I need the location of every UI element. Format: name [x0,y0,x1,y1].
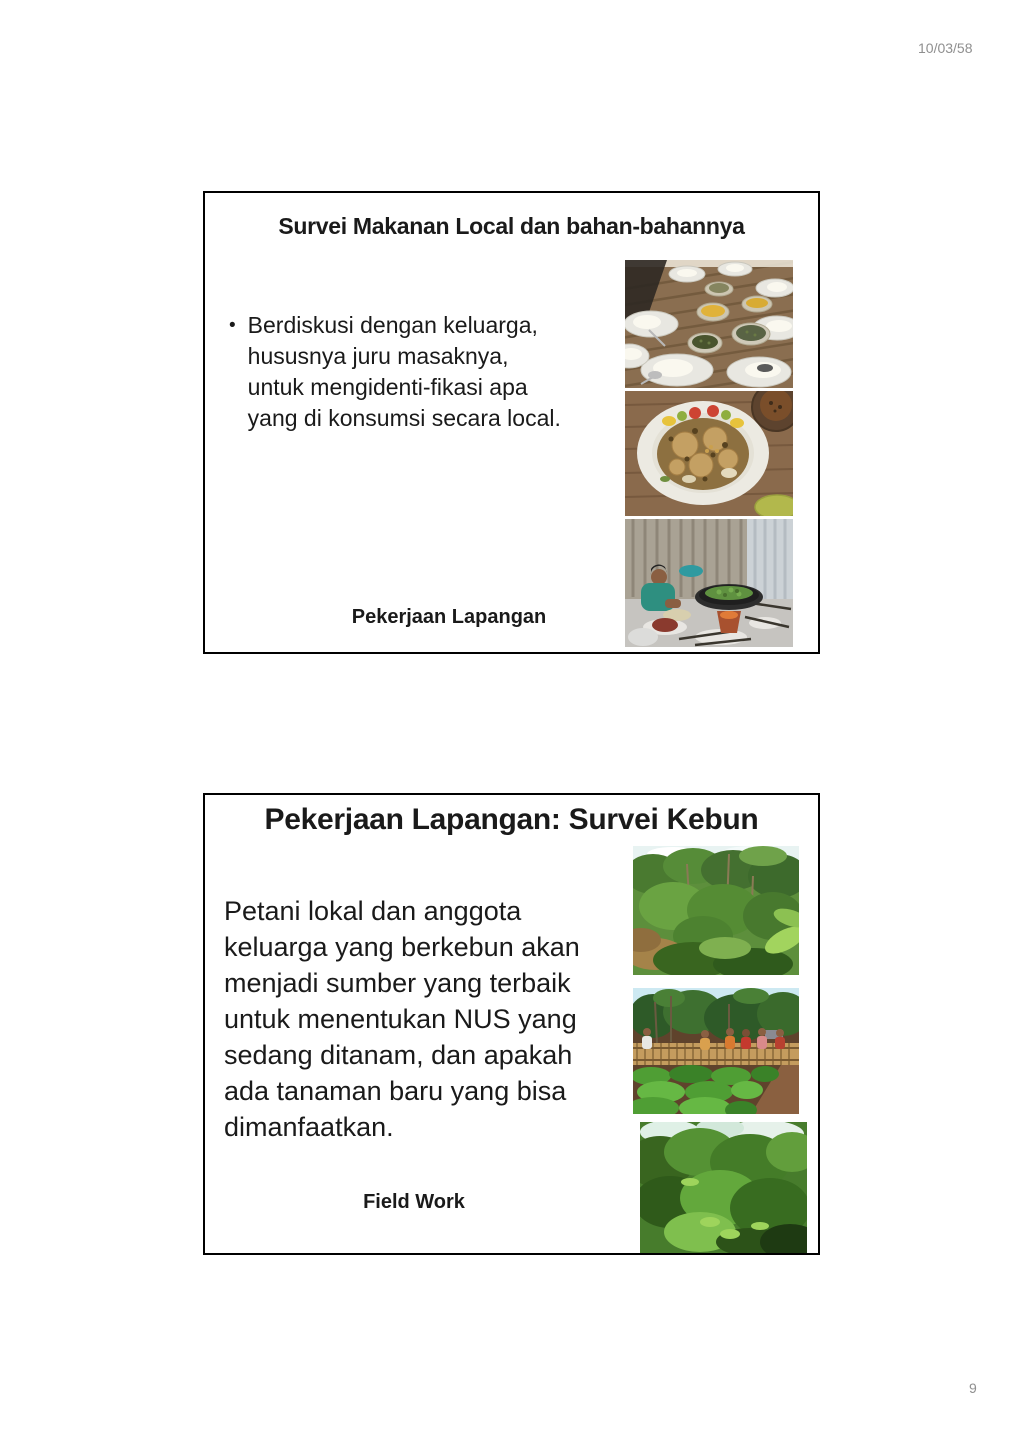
slide1-caption: Pekerjaan Lapangan [351,606,547,628]
slide-survei-kebun [203,793,820,1255]
slide1-title: Survei Makanan Local dan bahan-bahannya [278,213,745,239]
food-table-photo [625,260,793,388]
date-stamp: 10/03/58 [918,40,973,56]
slide1-photo-stack [625,260,793,650]
slide2-caption: Field Work [363,1191,465,1213]
bullet-line: Berdiskusi dengan keluarga, [247,312,538,338]
body-line: keluarga yang berkebun akan [224,932,580,962]
bullet-line: hususnya juru masaknya, [247,343,509,369]
body-line: ada tanaman baru yang bisa [224,1076,567,1106]
slide1-bullet-text [248,310,561,434]
slide2-photo-stack [633,846,801,1253]
bullet-glyph: • [229,315,236,336]
wok-cooking-photo [625,519,793,647]
forest-garden-photo [633,846,801,975]
village-garden-photo [633,988,801,1114]
body-line: dimanfaatkan. [224,1112,394,1142]
bullet-line: untuk mengidenti-fikasi apa [247,374,528,400]
body-line: sedang ditanam, dan apakah [224,1040,573,1070]
slide2-body-text [224,893,580,1145]
slide1-bullet-item [229,310,561,434]
body-line: menjadi sumber yang terbaik [224,968,571,998]
body-line: Petani lokal dan anggota [224,896,522,926]
slide2-title: Pekerjaan Lapangan: Survei Kebun [264,803,759,836]
slide2-body [224,893,580,1145]
bullet-line: yang di konsumsi secara local. [247,405,561,431]
body-line: untuk menentukan NUS yang [224,1004,577,1034]
soup-dish-photo [625,391,793,516]
slide-survei-makanan [203,191,820,654]
shrub-foliage-photo [640,1122,801,1253]
page-number: 9 [969,1380,977,1396]
